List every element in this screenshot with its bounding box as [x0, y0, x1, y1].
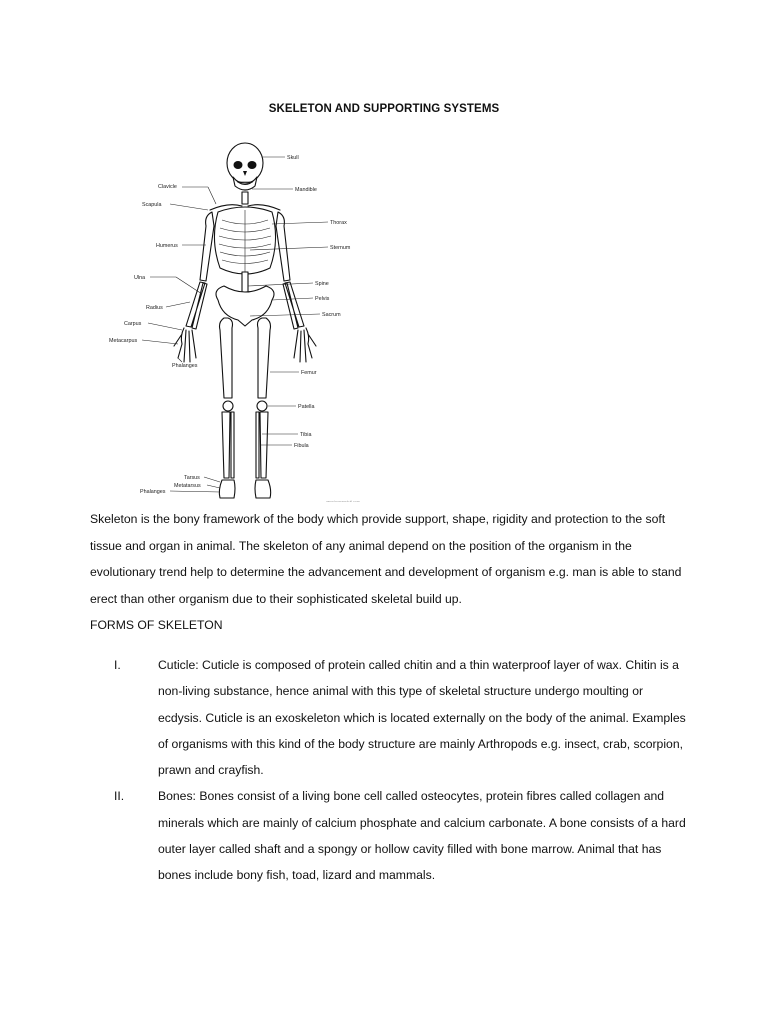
label-phalanges-foot: Phalanges [140, 489, 166, 495]
label-tarsus: Tarsus [184, 475, 200, 481]
label-scapula: Scapula [142, 202, 162, 208]
section-heading: FORMS OF SKELETON [90, 618, 223, 632]
label-sternum: Sternum [330, 245, 351, 251]
label-mandible: Mandible [295, 187, 317, 193]
label-skull: Skull [287, 155, 299, 161]
label-radius: Radius [146, 305, 163, 311]
intro-paragraph: Skeleton is the bony framework of the body which provide support, shape, rigidity and protection to the soft tissue and organ in animal. The skeleton of any animal depend on the position of the organism in the evolutionary trend help to determine the advancement and development of organism e.g. man is able to stand erect than other organism due to their sophisticated skeletal build up. [90, 512, 682, 606]
skull-bone [227, 143, 263, 190]
list-item [90, 783, 690, 888]
list-item-numeral: II. [114, 789, 125, 804]
label-spine: Spine [315, 281, 329, 287]
label-carpus: Carpus [124, 321, 142, 327]
list-item-text: Bones: Bones consist of a living bone cell called osteocytes, protein fibres called collagen and minerals which are mainly of calcium phosphate and calcium carbonate. A bone consists of a hard outer layer called shaft and a spongy or hollow cavity filled with bone marrow. Animal that has bones include bony fish, toad, lizard and mammals. [158, 789, 686, 883]
figure-credit: www.humanskull.com [326, 500, 360, 502]
label-metatarsus: Metatarsus [174, 483, 201, 489]
label-patella: Patella [298, 404, 315, 410]
skeleton-illustration [100, 140, 380, 502]
list-item-text: Cuticle: Cuticle is composed of protein called chitin and a thin waterproof layer of wax. Chitin is a non-living substance, hence animal with this type of skeletal structure undergo moulting or ecdysis. Cuticle is an exoskeleton which is located externally on the body of the animal. Examples of organisms with this kind of the body structure are mainly Arthropods e.g. insect, crab, scorpion, prawn and crayfish. [158, 658, 686, 778]
label-phalanges-hand: Phalanges [172, 363, 198, 369]
label-sacrum: Sacrum [322, 312, 341, 318]
label-pelvis: Pelvis [315, 296, 330, 302]
page-title: SKELETON AND SUPPORTING SYSTEMS [268, 102, 500, 115]
label-metacarpus: Metacarpus [109, 338, 138, 344]
label-tibia: Tibia [300, 432, 312, 438]
skeleton-diagram [100, 140, 380, 502]
label-ulna: Ulna [134, 275, 146, 281]
list-item [90, 652, 690, 783]
list-item-numeral: I. [114, 658, 121, 672]
rib-cage [214, 207, 275, 274]
hand-bones [174, 328, 316, 362]
label-fibula: Fibula [294, 443, 309, 449]
leg-bones [220, 318, 271, 478]
label-femur: Femur [301, 370, 317, 376]
label-clavicle: Clavicle [158, 184, 177, 190]
label-thorax: Thorax [330, 220, 347, 226]
neck-vertebrae [242, 192, 248, 204]
forms-list [90, 652, 690, 889]
label-humerus: Humerus [156, 243, 178, 249]
foot-bones [219, 480, 270, 498]
